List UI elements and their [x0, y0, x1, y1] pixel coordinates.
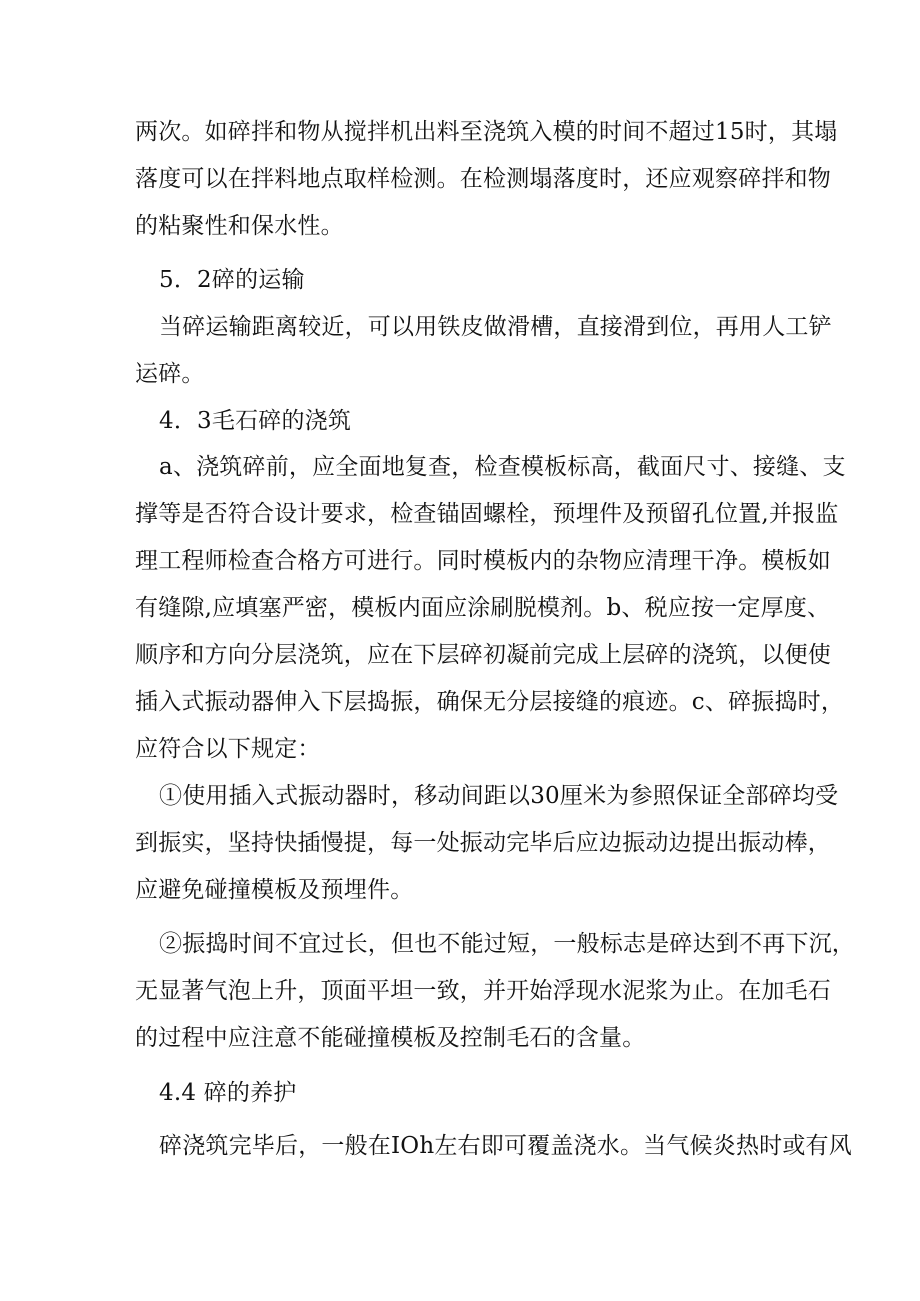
text-line: 顺序和方向分层浇筑，应在下层碎初凝前完成上层碎的浇筑，以便使: [135, 642, 831, 668]
text-line: 无显著气泡上升，顶面平坦一致，并开始浮现水泥浆为止。在加毛石: [135, 978, 831, 1004]
text-line: a、浇筑碎前，应全面地复查，检查模板标高，截面尺寸、接缝、支: [159, 454, 846, 480]
text-line: 应符合以下规定：: [135, 736, 321, 762]
text-line: 应避免碰撞模板及预埋件。: [135, 877, 414, 903]
text-line: 落度可以在拌料地点取样检测。在检测塌落度时，还应观察碎拌和物: [135, 166, 831, 192]
text-line: 撑等是否符合设计要求，检查锚固螺栓，预埋件及预留孔位置,并报监: [135, 501, 839, 527]
section-heading: 5．2碎的运输: [159, 267, 305, 293]
text-line: 插入式振动器伸入下层捣振，确保无分层接缝的痕迹。c、碎振捣时，: [135, 689, 845, 715]
section-heading: 4．3毛石碎的浇筑: [159, 408, 352, 434]
text-line: 当碎运输距离较近，可以用铁皮做滑槽，直接滑到位，再用人工铲: [159, 314, 832, 340]
text-line: 到振实，坚持快插慢提，每一处振动完毕后应边振动边提出振动棒，: [135, 830, 831, 856]
text-line: 的粘聚性和保水性。: [135, 213, 344, 239]
section-heading: 4.4 碎的养护: [159, 1080, 297, 1106]
list-item: ②振捣时间不宜过长，但也不能过短，一般标志是碎达到不再下沉，: [159, 931, 855, 957]
text-line: 的过程中应注意不能碰撞模板及控制毛石的含量。: [135, 1025, 646, 1051]
text-line: 理工程师检查合格方可进行。同时模板内的杂物应清理干净。模板如: [135, 548, 831, 574]
text-line: 两次。如碎拌和物从搅拌机出料至浇筑入模的时间不超过15时，其塌: [135, 119, 838, 145]
text-line: 有缝隙,应填塞严密，模板内面应涂刷脱模剂。b、税应按一定厚度、: [135, 595, 831, 621]
text-line: 碎浇筑完毕后，一般在IOh左右即可覆盖浇水。当气候炎热时或有风: [159, 1133, 852, 1159]
list-item: ①使用插入式振动器时，移动间距以30厘米为参照保证全部碎均受: [159, 783, 839, 809]
text-line: 运碎。: [135, 361, 205, 387]
